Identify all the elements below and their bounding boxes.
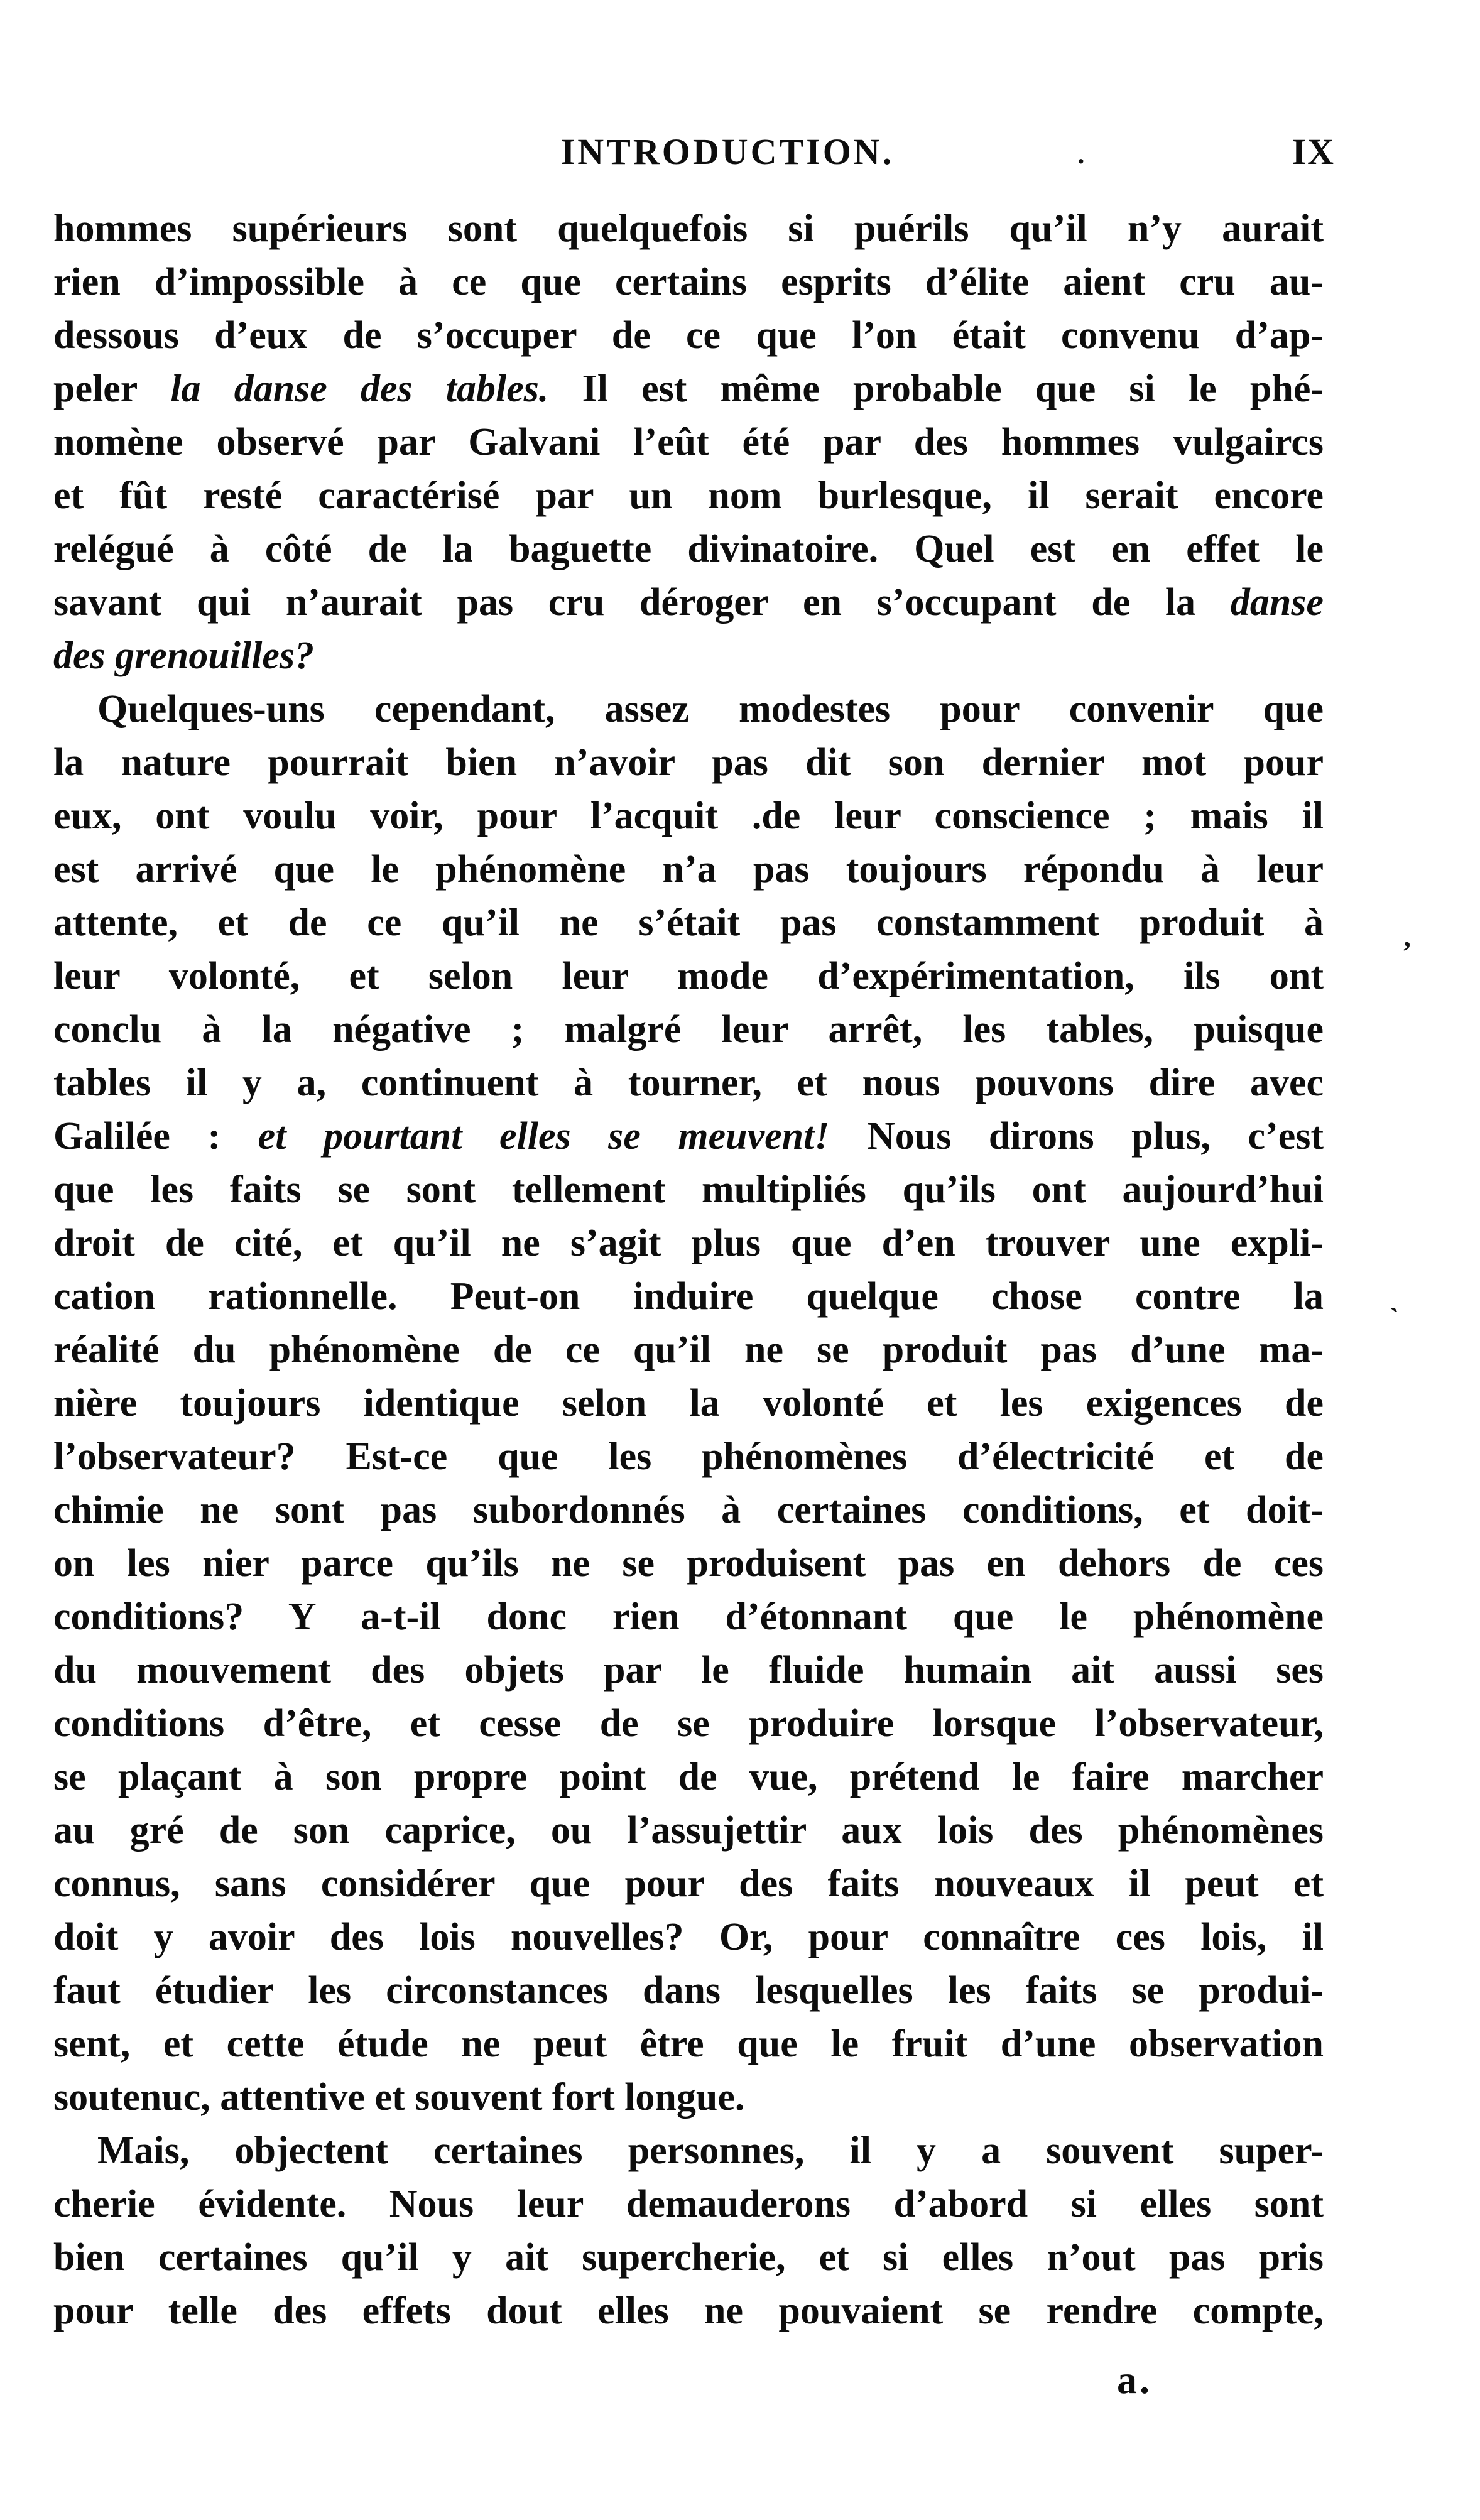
text-line xyxy=(53,256,1324,309)
text-line xyxy=(53,1056,1324,1110)
italic-text-segment: des grenouilles? xyxy=(53,634,315,677)
running-head xyxy=(53,131,1335,175)
scan-speck: ’ xyxy=(1402,935,1412,967)
text-segment: attente, et de ce qu’il ne s’était pas constamment produit à xyxy=(53,901,1324,944)
text-line xyxy=(53,2178,1324,2231)
text-segment: cation rationnelle. Peut-on induire quelque chose contre la xyxy=(53,1275,1324,1318)
text-segment: leur volonté, et selon leur mode d’expérimentation, ils ont xyxy=(53,955,1324,997)
text-segment: du mouvement des objets par le fluide humain ait aussi ses xyxy=(53,1649,1324,1692)
text-line xyxy=(53,629,1324,683)
body-text xyxy=(53,202,1324,2338)
text-line xyxy=(53,1857,1324,1911)
text-line xyxy=(53,576,1324,629)
text-line xyxy=(53,2071,1324,2124)
text-segment: droit de cité, et qu’il ne s’agit plus que d’en trouver une expli- xyxy=(53,1222,1324,1264)
text-segment: savant qui n’aurait pas cru déroger en s’occupant de la xyxy=(53,581,1231,624)
text-line xyxy=(53,469,1324,523)
text-line xyxy=(53,1163,1324,1217)
text-segment: Il est même probable que si le phé- xyxy=(548,367,1324,410)
text-segment: nomène observé par Galvani l’eût été par des hommes vulgaircs xyxy=(53,421,1324,464)
text-line xyxy=(53,1323,1324,1377)
text-segment: que les faits se sont tellement multipliés qu’ils ont aujourd’hui xyxy=(53,1168,1324,1211)
text-segment: conditions d’être, et cesse de se produire lorsque l’observateur, xyxy=(53,1702,1324,1745)
text-line xyxy=(53,683,1324,736)
text-segment: nière toujours identique selon la volonté et les exigences de xyxy=(53,1382,1324,1425)
text-line xyxy=(53,843,1324,896)
text-line xyxy=(53,1964,1324,2018)
text-line xyxy=(53,790,1324,843)
text-segment: hommes supérieurs sont quelquefois si puérils qu’il n’y aurait xyxy=(53,207,1324,250)
text-line xyxy=(53,2284,1324,2338)
text-segment: l’observateur? Est-ce que les phénomènes d’électricité et de xyxy=(53,1435,1324,1478)
text-line xyxy=(53,1537,1324,1590)
text-line xyxy=(53,1590,1324,1644)
text-segment: relégué à côté de la baguette divinatoire. Quel est en effet le xyxy=(53,528,1324,570)
text-line xyxy=(53,896,1324,950)
text-segment: cherie évidente. Nous leur demauderons d’abord si elles sont xyxy=(53,2183,1324,2225)
text-segment: se plaçant à son propre point de vue, prétend le faire marcher xyxy=(53,1756,1324,1798)
text-segment: Nous dirons plus, c’est xyxy=(829,1115,1324,1158)
text-segment: Mais, objectent certaines personnes, il y a souvent super- xyxy=(97,2129,1324,2172)
text-segment: sent, et cette étude ne peut être que le fruit d’une observation xyxy=(53,2023,1324,2065)
text-segment: dessous d’eux de s’occuper de ce que l’on était convenu d’ap- xyxy=(53,314,1324,357)
text-segment: réalité du phénomène de ce qu’il ne se produit pas d’une ma- xyxy=(53,1328,1324,1371)
text-line xyxy=(53,1003,1324,1056)
text-segment: Quelques-uns cependant, assez modestes pour convenir que xyxy=(97,688,1324,730)
text-line xyxy=(53,1751,1324,1804)
text-segment: chimie ne sont pas subordonnés à certaines conditions, et doit- xyxy=(53,1489,1324,1531)
text-segment: tables il y a, continuent à tourner, et nous pouvons dire avec xyxy=(53,1062,1324,1104)
text-line xyxy=(53,309,1324,362)
text-segment: Galilée : xyxy=(53,1115,258,1158)
text-segment: rien d’impossible à ce que certains esprits d’élite aient cru au- xyxy=(53,261,1324,303)
text-line xyxy=(53,1911,1324,1964)
text-line xyxy=(53,736,1324,790)
text-segment: et fût resté caractérisé par un nom burlesque, il serait encore xyxy=(53,474,1324,517)
text-line xyxy=(53,362,1324,416)
italic-text-segment: et pourtant elles se meuvent! xyxy=(258,1115,830,1158)
text-segment: la nature pourrait bien n’avoir pas dit son dernier mot pour xyxy=(53,741,1324,784)
text-segment: au gré de son caprice, ou l’assujettir aux lois des phénomènes xyxy=(53,1809,1324,1852)
text-line xyxy=(53,1644,1324,1697)
text-line xyxy=(53,950,1324,1003)
text-segment: bien certaines qu’il y ait supercherie, et si elles n’out pas pris xyxy=(53,2236,1324,2279)
text-segment: est arrivé que le phénomène n’a pas toujours répondu à leur xyxy=(53,848,1324,891)
text-line xyxy=(53,416,1324,469)
text-line xyxy=(53,1484,1324,1537)
scan-speck: ˋ xyxy=(1390,1302,1400,1334)
text-line xyxy=(53,1270,1324,1323)
text-segment: doit y avoir des lois nouvelles? Or, pour connaître ces lois, il xyxy=(53,1916,1324,1958)
italic-text-segment: danse xyxy=(1230,581,1324,624)
text-segment: connus, sans considérer que pour des faits nouveaux il peut et xyxy=(53,1862,1324,1905)
text-segment: faut étudier les circonstances dans lesquelles les faits se produi- xyxy=(53,1969,1324,2012)
text-line xyxy=(53,1804,1324,1857)
text-line xyxy=(53,2124,1324,2178)
text-segment: on les nier parce qu’ils ne se produisent pas en dehors de ces xyxy=(53,1542,1324,1585)
text-segment: pour telle des effets dout elles ne pouvaient se rendre compte, xyxy=(53,2289,1324,2332)
italic-text-segment: la danse des tables. xyxy=(170,367,549,410)
text-line xyxy=(53,2018,1324,2071)
text-segment: peler xyxy=(53,367,171,410)
text-line xyxy=(53,523,1324,576)
text-line xyxy=(53,2231,1324,2284)
page-title: INTRODUCTION. xyxy=(560,131,895,172)
text-line xyxy=(53,202,1324,256)
text-segment: eux, ont voulu voir, pour l’acquit .de leur conscience ; mais il xyxy=(53,795,1324,837)
text-segment: soutenuc, attentive et souvent fort longue. xyxy=(53,2076,745,2119)
text-line xyxy=(53,1697,1324,1751)
text-line xyxy=(53,1110,1324,1163)
text-line xyxy=(53,1430,1324,1484)
catchword-signature-mark: a. xyxy=(1117,2357,1152,2402)
text-segment: conditions? Y a-t-il donc rien d’étonnant que le phénomène xyxy=(53,1595,1324,1638)
text-segment: conclu à la négative ; malgré leur arrêt, les tables, puisque xyxy=(53,1008,1324,1051)
text-line xyxy=(53,1377,1324,1430)
scan-speck: . xyxy=(1077,138,1085,170)
text-line xyxy=(53,1217,1324,1270)
page-number: IX xyxy=(1292,131,1335,172)
